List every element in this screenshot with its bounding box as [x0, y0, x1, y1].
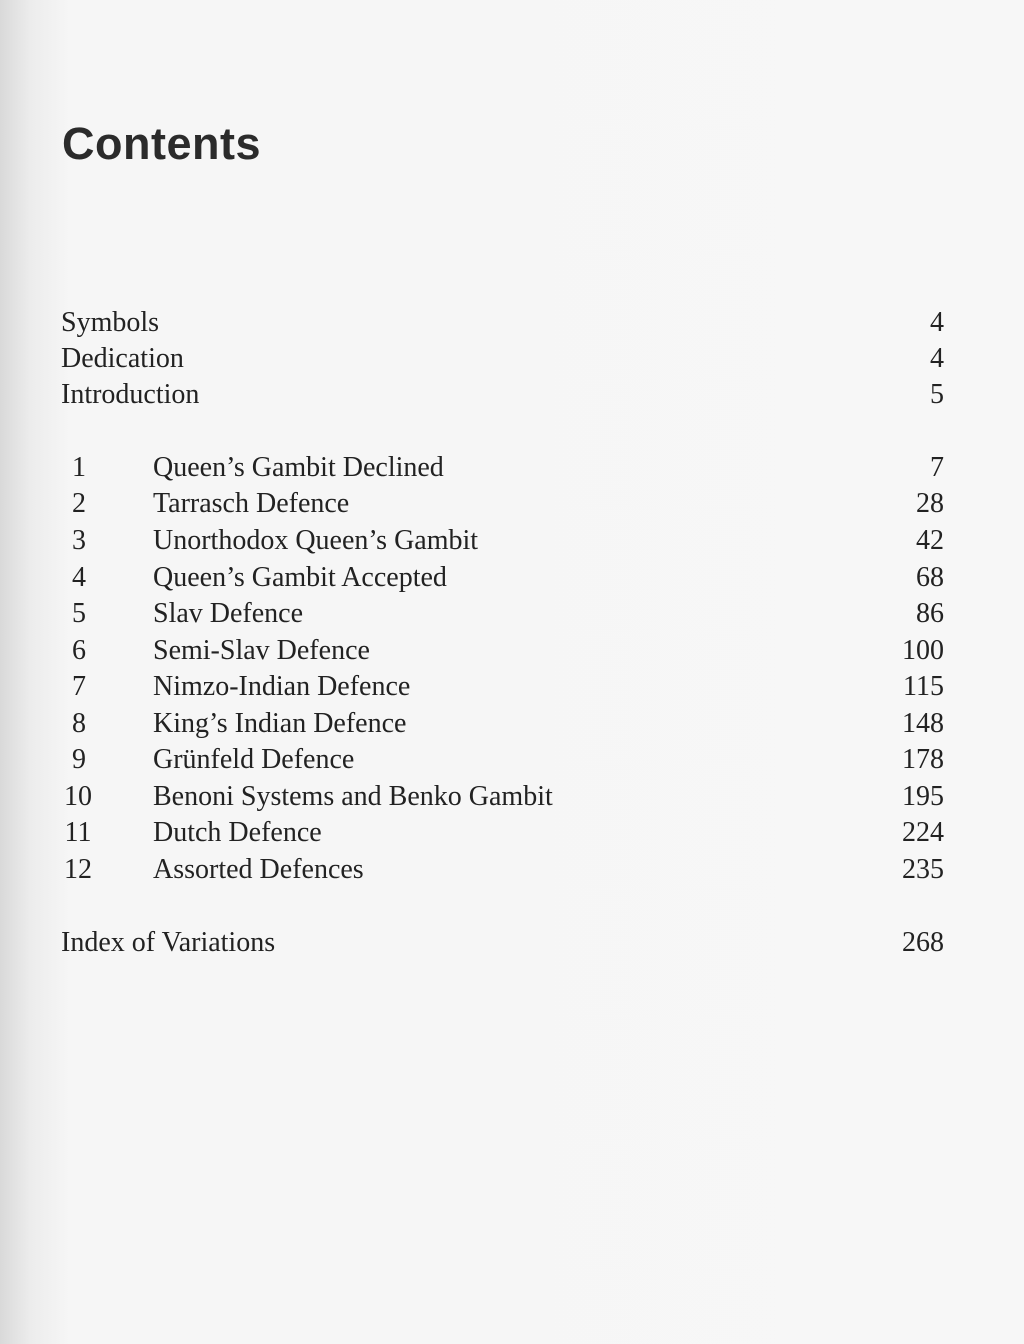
entry-page: 4: [930, 307, 944, 338]
entry-title: Index of Variations: [61, 927, 276, 958]
chapter-number: 8: [72, 708, 86, 739]
entry-page: 5: [930, 379, 944, 410]
chapter-number: 11: [64, 817, 92, 848]
chapter-number: 1: [72, 452, 86, 483]
toc-chapter-11: [0, 815, 1024, 851]
toc-chapter-1: [0, 450, 1024, 486]
chapter-number: 3: [72, 525, 86, 556]
chapter-page: 224: [902, 817, 944, 848]
toc-chapter-8: [0, 706, 1024, 742]
chapter-number: 12: [64, 854, 92, 885]
chapter-page: 86: [916, 598, 944, 629]
chapter-title: Queen’s Gambit Declined: [153, 452, 444, 483]
toc-entry-index: [0, 925, 1024, 961]
chapter-page: 178: [902, 744, 944, 775]
chapter-number: 5: [72, 598, 86, 629]
chapter-title: King’s Indian Defence: [153, 708, 407, 739]
toc-chapter-7: [0, 669, 1024, 705]
chapter-title: Benoni Systems and Benko Gambit: [153, 781, 553, 812]
chapter-number: 9: [72, 744, 86, 775]
entry-page: 4: [930, 343, 944, 374]
chapter-page: 115: [903, 671, 944, 702]
toc-chapter-6: [0, 633, 1024, 669]
chapter-title: Nimzo-Indian Defence: [153, 671, 411, 702]
chapter-number: 7: [72, 671, 86, 702]
toc-chapter-4: [0, 560, 1024, 596]
toc-chapter-2: [0, 486, 1024, 522]
toc-chapter-9: [0, 742, 1024, 778]
chapter-title: Tarrasch Defence: [153, 488, 350, 519]
chapter-page: 195: [902, 781, 944, 812]
toc-chapter-3: [0, 523, 1024, 559]
chapter-number: 6: [72, 635, 86, 666]
entry-title: Dedication: [61, 343, 184, 374]
chapter-title: Assorted Defences: [153, 854, 364, 885]
chapter-page: 148: [902, 708, 944, 739]
chapter-title: Queen’s Gambit Accepted: [153, 562, 447, 593]
chapter-title: Dutch Defence: [153, 817, 322, 848]
entry-page: 268: [902, 927, 944, 958]
chapter-title: Semi-Slav Defence: [153, 635, 370, 666]
toc-entry-dedication: [0, 341, 1024, 377]
entry-title: Symbols: [61, 307, 160, 338]
chapter-title: Grünfeld Defence: [153, 744, 355, 775]
entry-title: Introduction: [61, 379, 200, 410]
toc-chapter-5: [0, 596, 1024, 632]
toc-entry-symbols: [0, 305, 1024, 341]
chapter-page: 28: [916, 488, 944, 519]
toc-entry-introduction: [0, 377, 1024, 413]
chapter-number: 2: [72, 488, 86, 519]
page-title: Contents: [62, 118, 261, 169]
chapter-page: 42: [916, 525, 944, 556]
chapter-page: 235: [902, 854, 944, 885]
chapter-number: 4: [72, 562, 86, 593]
toc-chapter-12: [0, 852, 1024, 888]
chapter-number: 10: [64, 781, 92, 812]
chapter-page: 100: [902, 635, 944, 666]
chapter-title: Unorthodox Queen’s Gambit: [153, 525, 479, 556]
chapter-title: Slav Defence: [153, 598, 304, 629]
chapter-page: 68: [916, 562, 944, 593]
chapter-page: 7: [930, 452, 944, 483]
toc-chapter-10: [0, 779, 1024, 815]
